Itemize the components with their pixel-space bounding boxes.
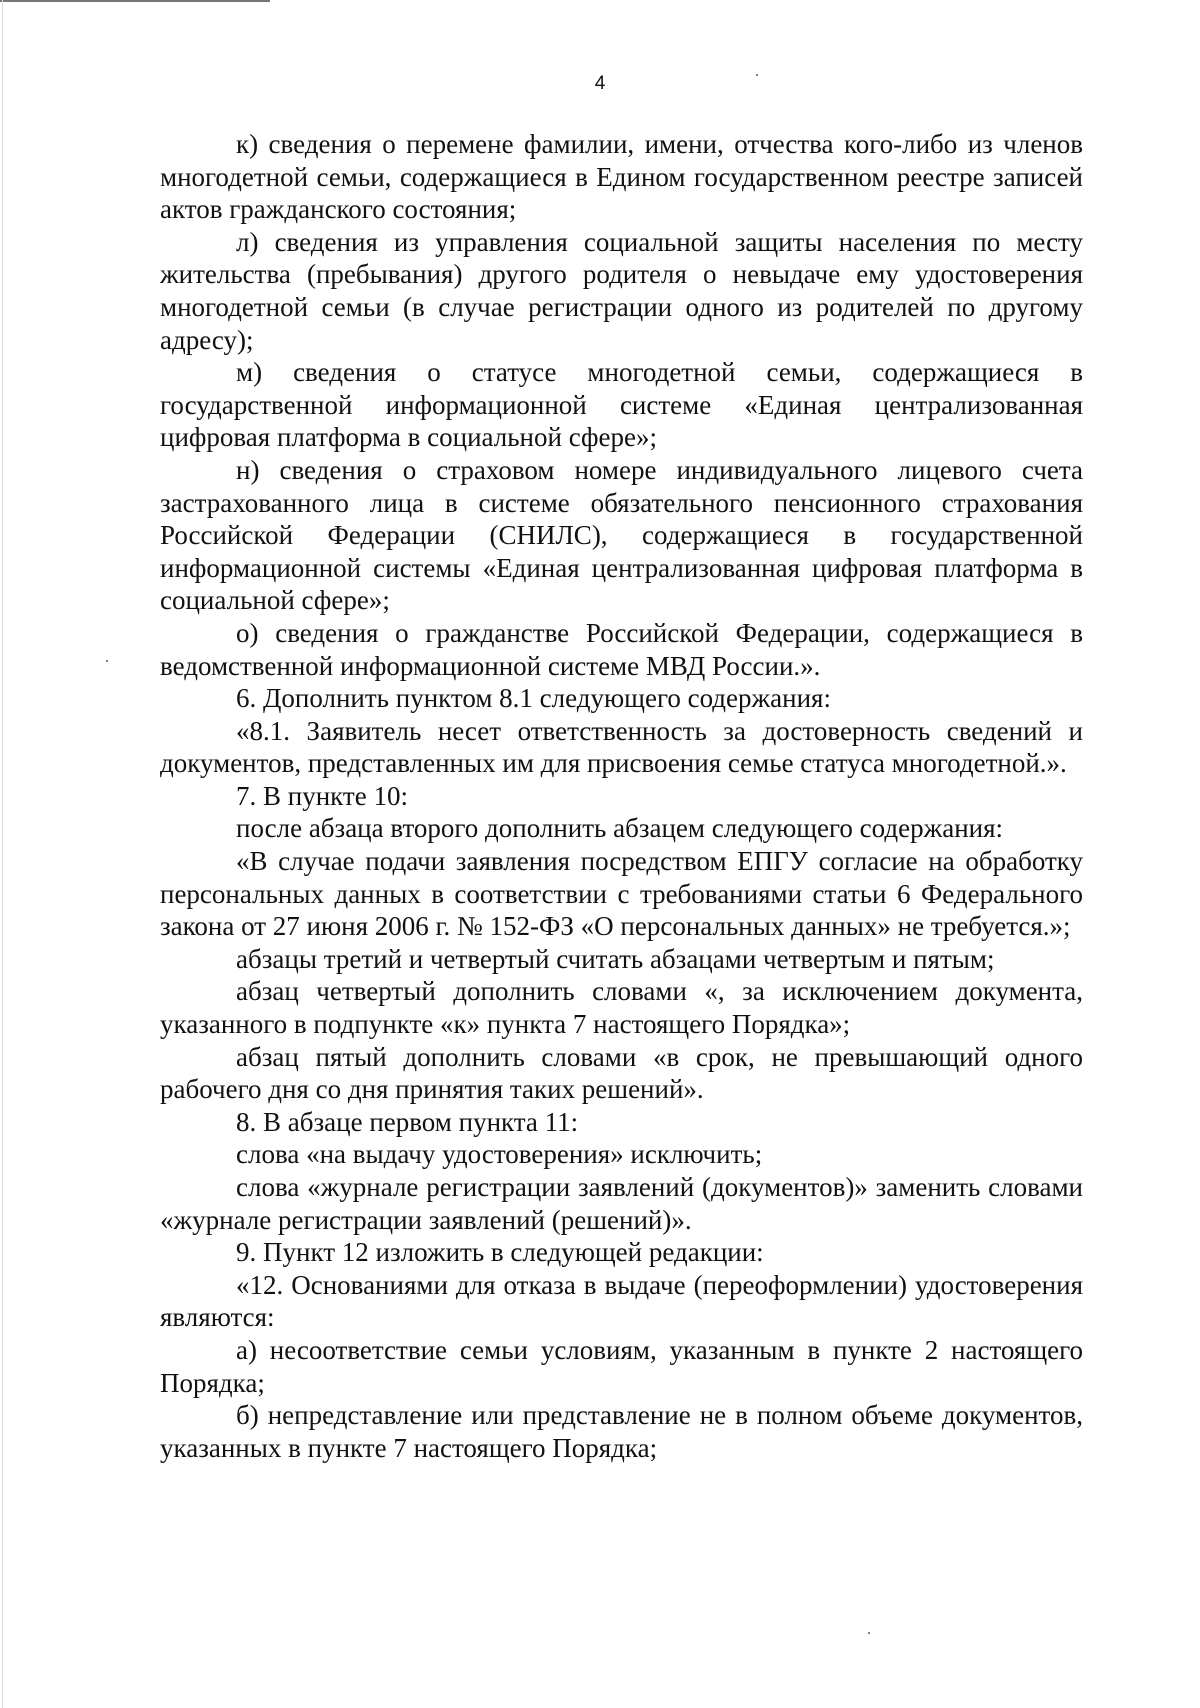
paragraph-item-6: 6. Дополнить пунктом 8.1 следующего содержания:: [236, 683, 831, 714]
scan-edge-line: [0, 0, 270, 2]
scan-speck: [106, 660, 108, 662]
paragraph-l: л) сведения из управления социальной защиты населения по месту жительства (пребывания) другого родителя о невыдаче ему удостоверения многодетной семьи (в случае регистрации одного из родителей по другому адресу);: [160, 226, 1083, 355]
paragraph-item-8: 8. В абзаце первом пункта 11:: [236, 1106, 579, 1137]
paragraph-8-1: «8.1. Заявитель несет ответственность за достоверность сведений и документов, представленных им для присвоения семье статуса многодетной.».: [160, 715, 1083, 779]
paragraph-m: м) сведения о статусе многодетной семьи, содержащиеся в государственной информационной системе «Единая централизованная цифровая платформа в социальной сфере»;: [160, 357, 1083, 453]
paragraph-fifth-addition: абзац пятый дополнить словами «в срок, не превышающий одного рабочего дня со дня принятия таких решений».: [160, 1041, 1083, 1105]
paragraph-item-9: 9. Пункт 12 изложить в следующей редакции:: [236, 1237, 764, 1268]
paragraph-o: о) сведения о гражданстве Российской Федерации, содержащиеся в ведомственной информационной системе МВД России.».: [160, 617, 1083, 681]
paragraph-after-second: после абзаца второго дополнить абзацем следующего содержания:: [236, 813, 1004, 844]
scan-speck: [756, 74, 758, 76]
scan-speck: [868, 1632, 870, 1634]
paragraph-exclude-words: слова «на выдачу удостоверения» исключить;: [236, 1139, 763, 1170]
paragraph-n: н) сведения о страховом номере индивидуального лицевого счета застрахованного лица в системе обязательного пенсионного страхования Российской Федерации (СНИЛС), содержащиеся в государственной информационной системы «Единая централизованная цифровая платформа в социальной сфере»;: [160, 454, 1083, 616]
paragraph-b: б) непредставление или представление не в полном объеме документов, указанных в пункте 7 настоящего Порядка;: [160, 1400, 1083, 1463]
paragraph-renumber: абзацы третий и четвертый считать абзацами четвертым и пятым;: [236, 943, 995, 974]
paragraph-a: а) несоответствие семьи условиям, указанным в пункте 2 настоящего Порядка;: [160, 1334, 1083, 1398]
paragraph-epgu-consent: «В случае подачи заявления посредством ЕПГУ согласие на обработку персональных данных в соответствии с требованиями статьи 6 Федерального закона от 27 июня 2006 г. № 152-ФЗ «О персональных данных» не требуется.»;: [160, 846, 1083, 942]
paragraph-k: к) сведения о перемене фамилии, имени, отчества кого-либо из членов многодетной семьи, содержащиеся в Едином государственном реестре записей актов гражданского состояния;: [160, 129, 1083, 225]
document-body: [160, 128, 1083, 1464]
paragraph-fourth-addition: абзац четвертый дополнить словами «, за исключением документа, указанного в подпункте «к» пункта 7 настоящего Порядка»;: [160, 976, 1083, 1040]
paragraph-12-grounds: «12. Основаниями для отказа в выдаче (переоформлении) удостоверения являются:: [160, 1269, 1083, 1333]
scan-edge-shadow: [2, 0, 3, 1708]
paragraph-replace-words: слова «журнале регистрации заявлений (документов)» заменить словами «журнале регистрации заявлений (решений)».: [160, 1172, 1083, 1235]
page-number: 4: [594, 73, 606, 94]
paragraph-item-7: 7. В пункте 10:: [236, 780, 408, 811]
